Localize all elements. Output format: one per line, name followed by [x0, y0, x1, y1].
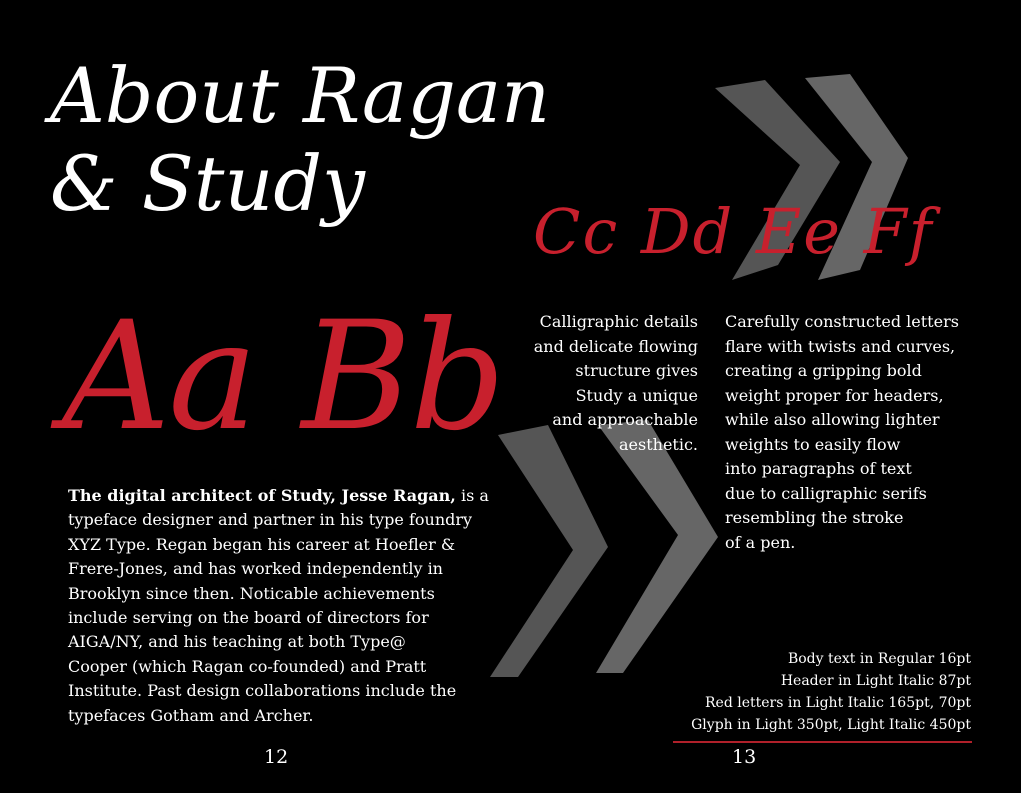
- intro-line: is a: [455, 486, 489, 505]
- column-line: resembling the stroke: [725, 508, 904, 527]
- column-line: into paragraphs of text: [725, 459, 912, 478]
- column-line: of a pen.: [725, 532, 796, 552]
- spec-line: Glyph in Light 350pt, Light Italic 450pt: [691, 717, 971, 733]
- column-line: and delicate flowing: [533, 336, 698, 356]
- construction-column: [725, 310, 1005, 555]
- page-number-left: 12: [264, 746, 289, 768]
- column-line: while also allowing lighter: [725, 410, 940, 429]
- column-line: due to calligraphic serifs: [725, 483, 927, 503]
- intro-line: Cooper (which Ragan co-founded) and Pratt: [68, 656, 427, 676]
- column-line: Study a unique: [575, 385, 698, 405]
- column-line: Carefully constructed letters: [725, 312, 959, 331]
- column-line: weight proper for headers,: [725, 385, 944, 405]
- spec-line: Red letters in Light Italic 165pt, 70pt: [705, 695, 971, 711]
- title-line-1: About Ragan: [50, 51, 551, 140]
- intro-line: typeface designer and partner in his type foundry: [68, 510, 473, 530]
- title-line-2: & Study: [50, 139, 365, 228]
- column-line: flare with twists and curves,: [725, 336, 956, 356]
- intro-paragraph: [68, 484, 498, 728]
- calligraphic-details-column: [505, 310, 698, 457]
- intro-line: Institute. Past design collaborations include the: [68, 681, 457, 701]
- spec-line: Header in Light Italic 87pt: [780, 673, 971, 689]
- column-line: creating a gripping bold: [725, 361, 922, 380]
- spec-line: Body text in Regular 16pt: [787, 651, 971, 667]
- page-number-right: 13: [732, 746, 757, 768]
- intro-line: AIGA/NY, and his teaching at both Type@: [68, 632, 406, 652]
- column-line: weights to easily flow: [725, 434, 901, 454]
- intro-line: include serving on the board of directors for: [68, 608, 429, 628]
- type-specs: [691, 648, 971, 736]
- specimen-letters-medium: Cc Dd Ee Ff: [533, 195, 934, 268]
- column-line: Calligraphic details: [539, 312, 698, 331]
- specs-divider: [673, 741, 972, 743]
- column-line: aesthetic.: [618, 434, 698, 454]
- intro-line: XYZ Type. Regan began his career at Hoefler &: [68, 534, 456, 554]
- intro-line: typefaces Gotham and Archer.: [68, 705, 314, 725]
- intro-line: Brooklyn since then. Noticable achievements: [68, 583, 435, 603]
- intro-lead: The digital architect of Study, Jesse Ragan,: [68, 486, 456, 505]
- column-line: structure gives: [575, 361, 698, 380]
- intro-line: Frere-Jones, and has worked independently in: [68, 559, 443, 579]
- column-line: and approachable: [552, 410, 698, 429]
- page-title: [50, 52, 550, 228]
- specimen-letters-large: Aa Bb: [62, 290, 504, 464]
